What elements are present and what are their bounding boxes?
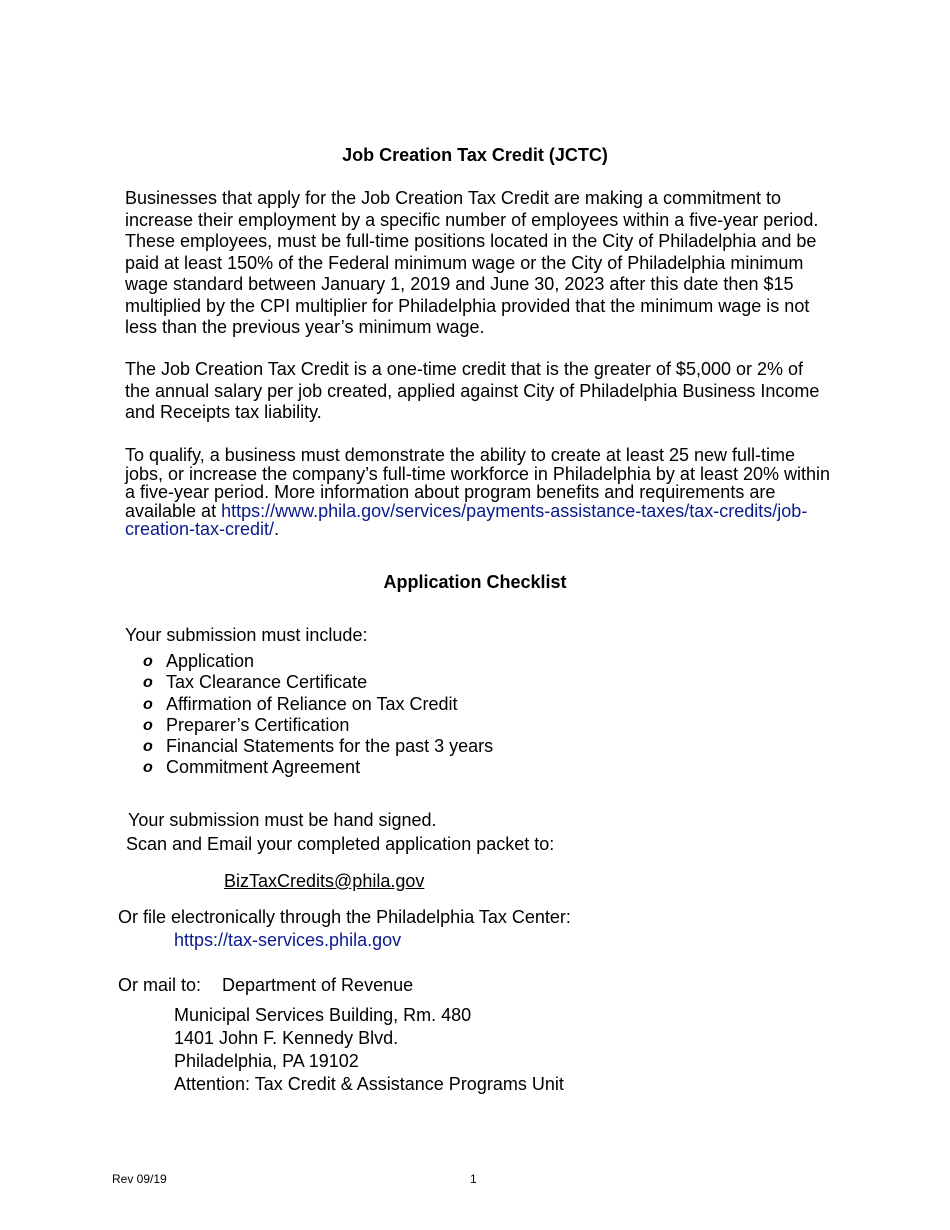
address-line: Philadelphia, PA 19102 xyxy=(174,1051,359,1071)
checklist-intro: Your submission must include: xyxy=(125,625,368,645)
qualification-period: . xyxy=(274,519,280,539)
bullet-icon: o xyxy=(143,759,153,777)
checklist-heading: Application Checklist xyxy=(383,572,567,592)
mail-department: Department of Revenue xyxy=(222,975,414,995)
address-line: Municipal Services Building, Rm. 480 xyxy=(174,1005,472,1025)
tax-center-link[interactable]: https://tax-services.phila.gov xyxy=(174,930,402,950)
bullet-icon: o xyxy=(143,738,153,756)
address-line: Attention: Tax Credit & Assistance Programs Unit xyxy=(174,1074,564,1094)
address-line: 1401 John F. Kennedy Blvd. xyxy=(174,1028,399,1048)
checklist-item-label: Tax Clearance Certificate xyxy=(166,672,368,693)
submission-email-link[interactable]: BizTaxCredits@phila.gov xyxy=(224,871,425,891)
checklist-item-label: Application xyxy=(166,651,255,671)
checklist xyxy=(143,651,493,779)
revision-label: Rev 09/19 xyxy=(112,1172,167,1186)
credit-amount-paragraph: The Job Creation Tax Credit is a one-time credit that is the greater of $5,000 or 2% of the annual salary per job created, applied against City of Philadelphia Business Income and Receipts tax liability. xyxy=(125,359,820,422)
bullet-icon: o xyxy=(143,653,153,670)
efile-note: Or file electronically through the Philadelphia Tax Center: xyxy=(118,907,571,927)
bullet-icon: o xyxy=(143,674,153,692)
qualification-paragraph xyxy=(125,446,830,539)
checklist-item xyxy=(143,672,493,693)
checklist-item xyxy=(143,694,493,715)
checklist-item-label: Financial Statements for the past 3 years xyxy=(166,736,494,757)
checklist-item xyxy=(143,715,493,736)
checklist-item-label: Affirmation of Reliance on Tax Credit xyxy=(166,693,458,714)
intro-paragraph: Businesses that apply for the Job Creation Tax Credit are making a commitment to increase their employment by a specific number of employees within a five-year period. These employees, must be full-time positions located in the City of Philadelphia and be paid at least 150% of the Federal minimum wage or the City of Philadelphia minimum wage standard between January 1, 2019 and June 30, 2023 after this date then $15 multiplied by the CPI multiplier for Philadelphia provided that the minimum wage is not less than the previous year’s minimum wage. xyxy=(125,188,819,337)
checklist-item-label: Preparer’s Certification xyxy=(166,714,350,735)
hand-signed-note: Your submission must be hand signed. xyxy=(128,810,437,830)
page-title: Job Creation Tax Credit (JCTC) xyxy=(342,145,608,165)
bullet-icon: o xyxy=(143,695,153,713)
checklist-item xyxy=(143,757,493,778)
checklist-item xyxy=(143,651,493,672)
qualification-text: To qualify, a business must demonstrate the ability to create at least 25 new full-time jobs, or increase the company’s full-time workforce in Philadelphia by at least 20% within a five-year period. More information about program benefits and requirements are available at xyxy=(125,445,831,521)
mail-label: Or mail to: xyxy=(118,975,202,995)
page-number: 1 xyxy=(470,1172,477,1186)
checklist-item xyxy=(143,736,493,757)
scan-email-note: Scan and Email your completed application packet to: xyxy=(126,834,555,854)
program-info-link[interactable]: https://www.phila.gov/services/payments-assistance-taxes/tax-credits/job-creation-tax-credit/ xyxy=(125,500,808,539)
checklist-item-label: Commitment Agreement xyxy=(166,757,361,778)
bullet-icon: o xyxy=(143,716,153,734)
